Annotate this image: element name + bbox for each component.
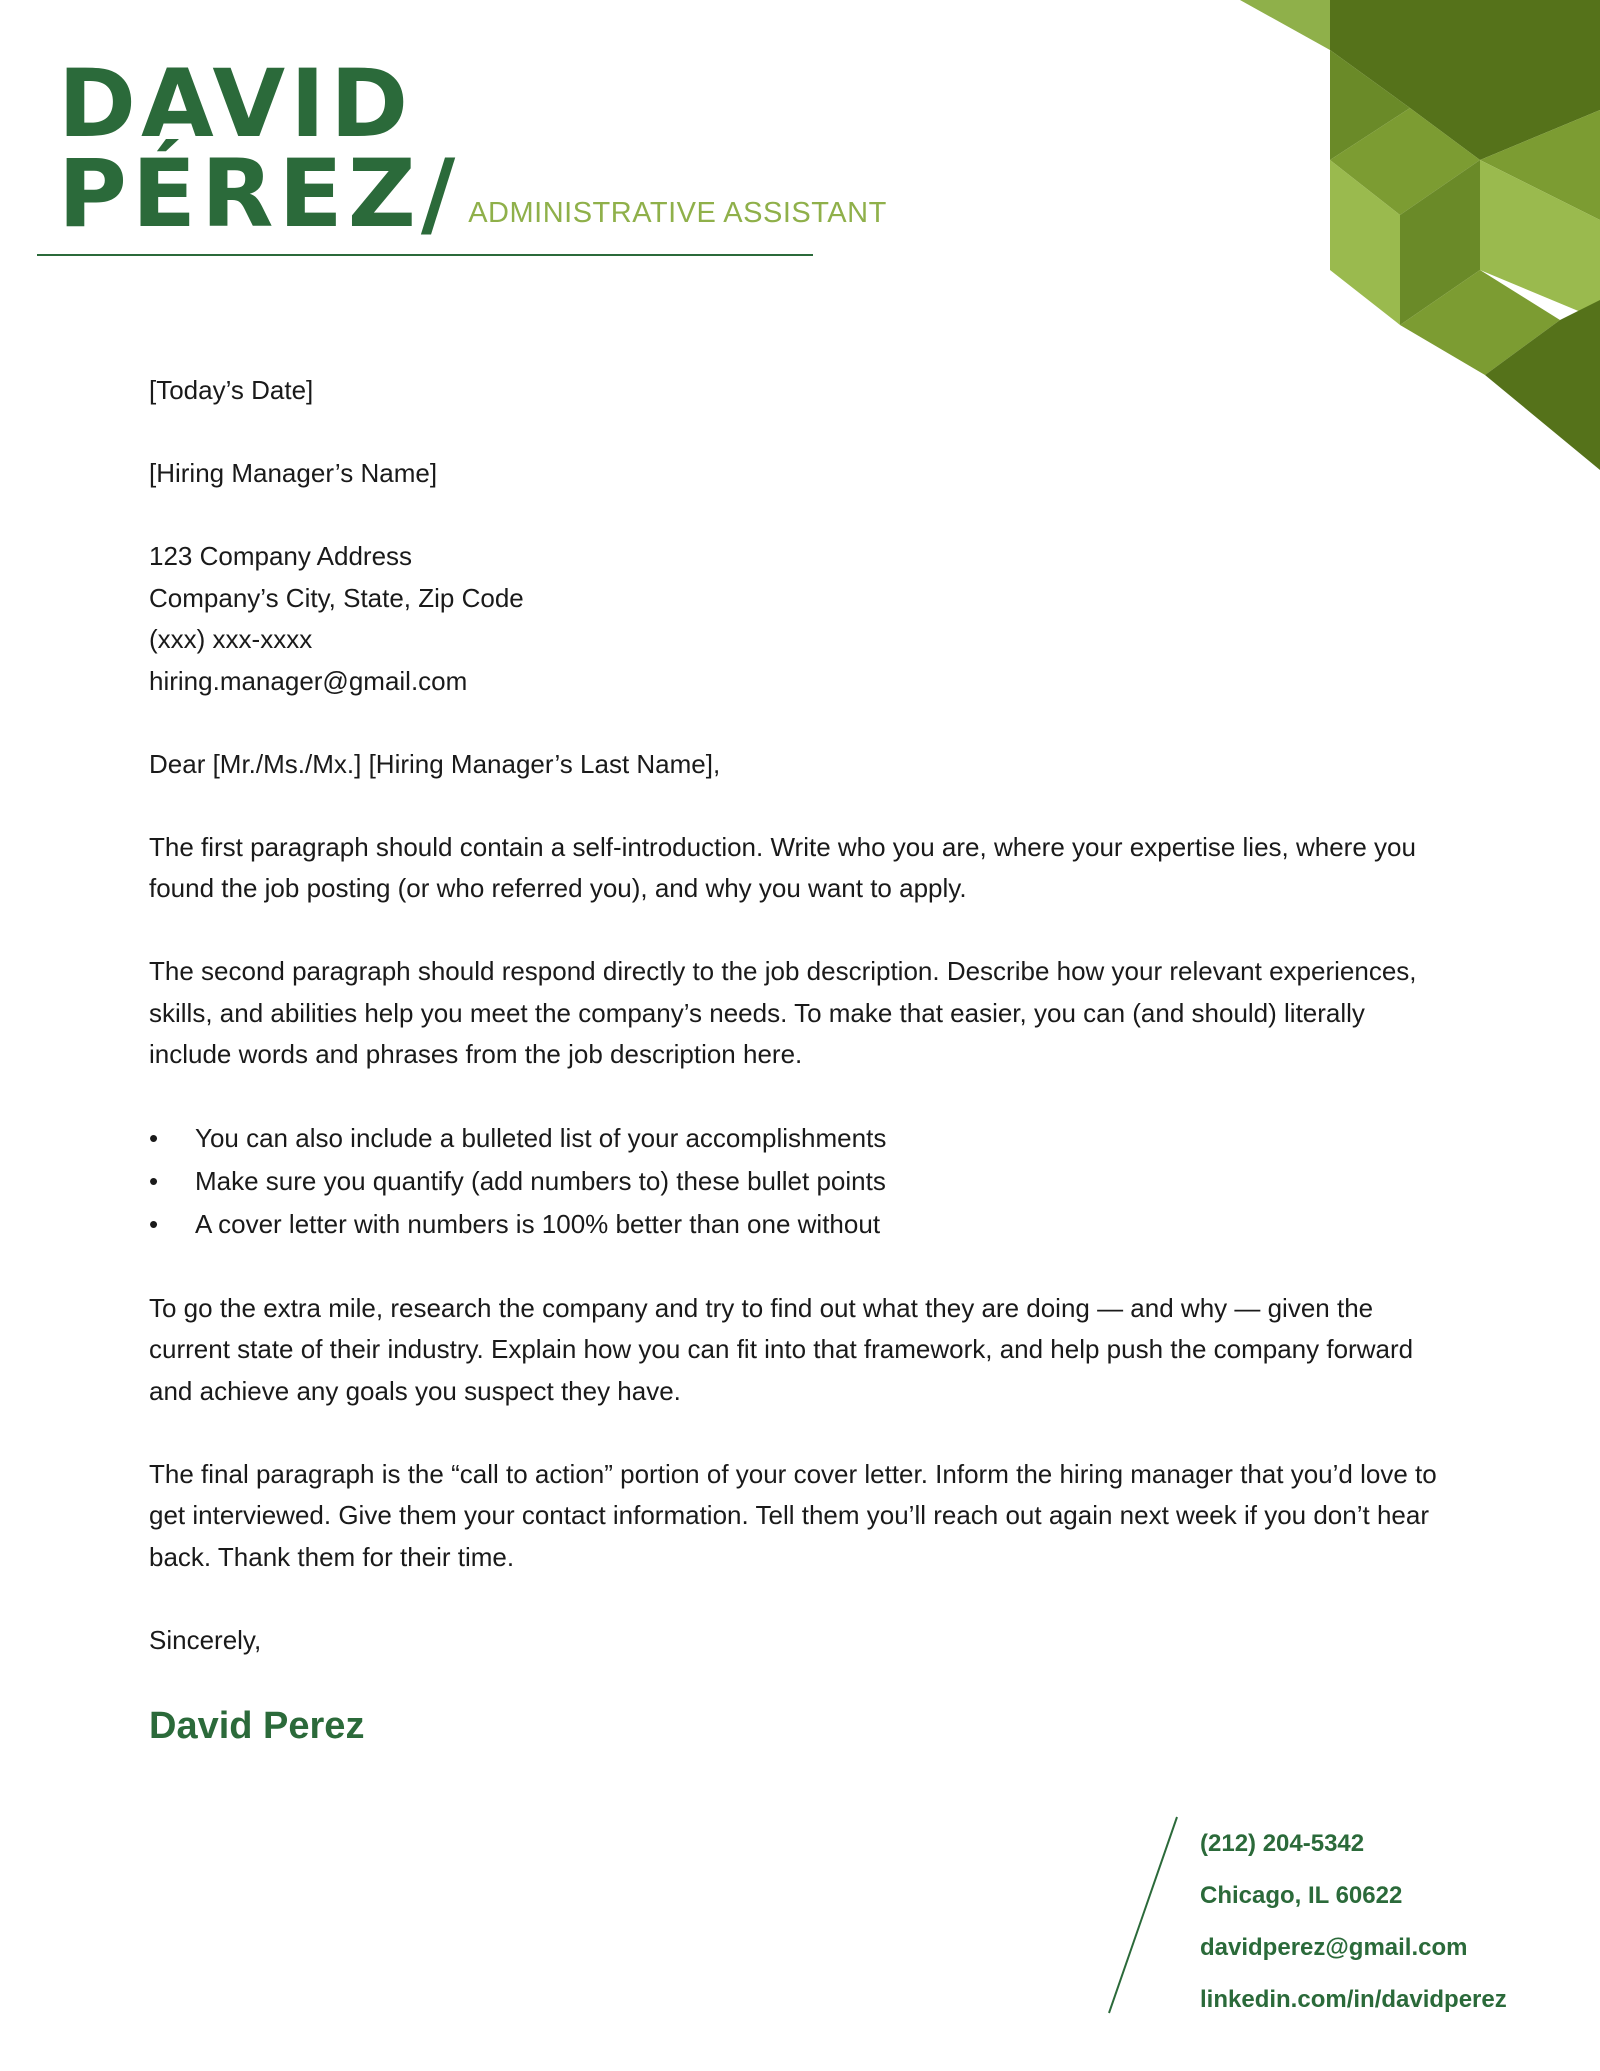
first-name: DAVID	[58, 50, 414, 159]
last-name: PÉREZ/	[58, 140, 461, 249]
accomplishments-list	[149, 1117, 1449, 1246]
header-divider	[37, 254, 813, 256]
paragraph-experience: The second paragraph should respond directly to the job description. Describe how your relevant experiences, skills, and abilities help you meet the company’s needs. To make that easier, you can (and should) literally include words and phrases from the job description here.	[149, 956, 1417, 1069]
address-line: (xxx) xxx-xxxx	[149, 624, 313, 654]
contact-email[interactable]: davidperez@gmail.com	[1200, 1934, 1468, 1961]
address-line: hiring.manager@gmail.com	[149, 665, 468, 696]
contact-divider-slash	[1105, 1815, 1185, 2015]
paragraph-research: To go the extra mile, research the company and try to find out what they are doing — and why — given the current state of their industry. Explain how you can fit into that framework, and help push the company forward and achieve any goals you suspect they have.	[149, 1292, 1414, 1406]
paragraph-call-to-action: The final paragraph is the “call to action” portion of your cover letter. Inform the hiring manager that you’d love to get interviewed. Give them your contact information. Tell them you’ll reach out again next week if you don’t hear back. Thank them for their time.	[149, 1458, 1437, 1572]
contact-phone: (212) 204-5342	[1200, 1830, 1365, 1857]
signature-name: David Perez	[149, 1705, 365, 1747]
address-line: Company’s City, State, Zip Code	[149, 582, 524, 613]
address-line: 123 Company Address	[149, 541, 413, 571]
letter-body	[149, 370, 1449, 1703]
contact-info	[1200, 1818, 1507, 2026]
date-line: [Today’s Date]	[149, 375, 314, 405]
letter-header	[58, 50, 887, 249]
closing: Sincerely,	[149, 1624, 262, 1655]
list-item: • You can also include a bulleted list of your accomplishments	[149, 1117, 1449, 1160]
list-item: • A cover letter with numbers is 100% better than one without	[149, 1203, 1449, 1246]
contact-linkedin[interactable]: linkedin.com/in/davidperez	[1200, 1986, 1507, 2013]
paragraph-intro: The first paragraph should contain a self-introduction. Write who you are, where your expertise lies, where you found the job posting (or who referred you), and why you want to apply.	[149, 831, 1416, 903]
job-title: ADMINISTRATIVE ASSISTANT	[468, 197, 887, 229]
recipient-name: [Hiring Manager’s Name]	[149, 458, 438, 488]
recipient-address	[149, 536, 1449, 702]
contact-location: Chicago, IL 60622	[1200, 1882, 1403, 1909]
salutation: Dear [Mr./Ms./Mx.] [Hiring Manager’s Last Name],	[149, 748, 721, 779]
list-item: • Make sure you quantify (add numbers to) these bullet points	[149, 1160, 1449, 1203]
